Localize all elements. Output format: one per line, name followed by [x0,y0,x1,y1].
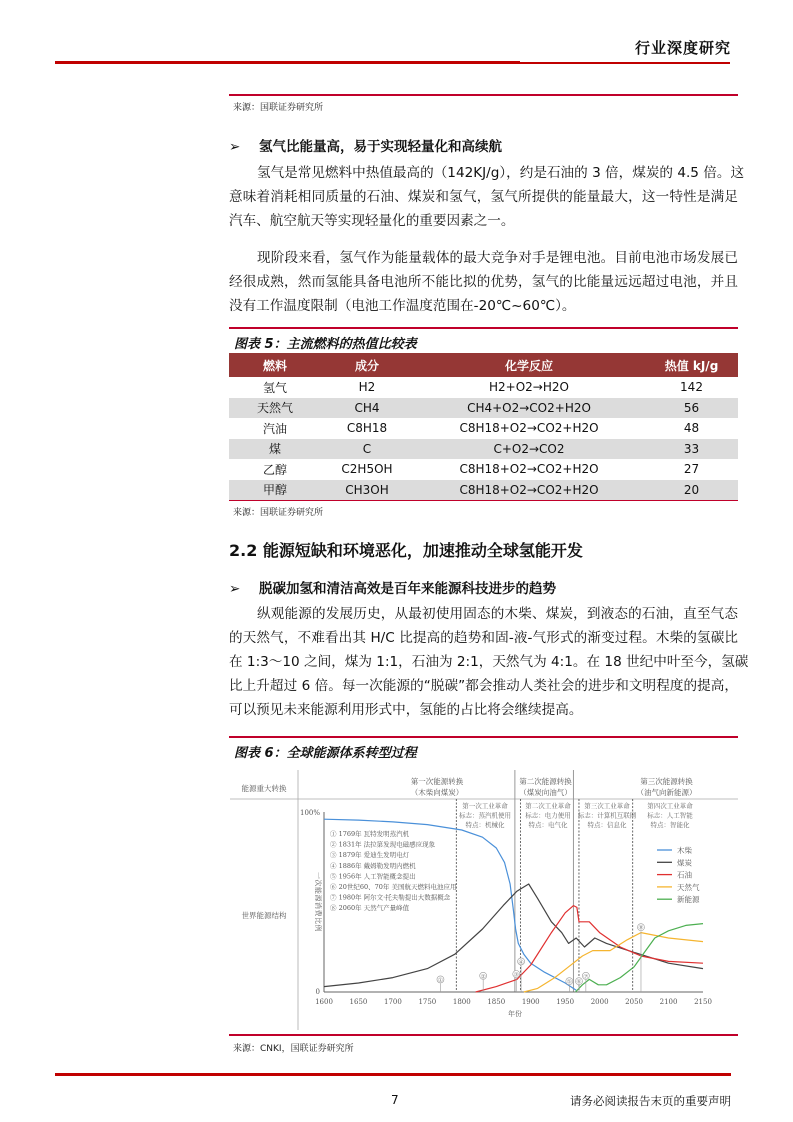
marker-label: ⑥ [576,978,582,986]
x-tick-label: 2150 [694,998,712,1006]
cell: 142 [680,380,703,395]
revolution-text: 特点：电气化 [528,821,568,829]
event-list-item: ⑧ 2060年 天然气产量峰值 [330,904,410,913]
source-note: 来源：国联证券研究所 [233,508,324,518]
legend-label: 新能源 [677,895,700,905]
revolution-text: 特点：信息化 [587,821,627,829]
transition-title: 第三次能源转换 [640,777,693,786]
paragraph-line: 在 1:3～10 之间，煤为 1:1，石油为 2:1，天然气为 4:1。在 18 世纪中叶至今，氢碳 [229,654,749,670]
bullet-heading [229,135,502,155]
revolution-text: 标志：蒸汽机使用 [459,811,511,820]
revolution-text: 标志：人工智能 [647,811,693,820]
cell: 27 [683,462,700,477]
transition-title: 第一次能源转换 [410,777,464,786]
table-row [229,459,738,480]
x-tick-label: 1600 [315,998,333,1006]
cell: 汽油 [262,421,287,436]
event-list-item: ⑦ 1980年 阿尔文·托夫勒提出大数据概念 [330,893,451,902]
legend-label: 天然气 [677,882,700,892]
marker-label: ④ [518,958,524,966]
header-divider [55,61,520,64]
cell: 乙醇 [262,462,287,477]
table-row [229,439,738,460]
cell: H2 [358,380,376,395]
revolution-text: 第四次工业革命 [647,802,693,810]
cell: 氢气 [262,380,287,395]
marker-label: ⑤ [566,978,573,986]
paragraph-line: 的天然气，不难看出其 H/C 比提高的趋势和固-液-气形式的渐变过程。木柴的氢碳比 [229,630,738,646]
cell: C2H5OH [341,462,393,477]
x-tick-label: 1900 [521,998,540,1006]
table-row [229,418,738,439]
table-caption: 图表 5：主流燃料的热值比较表 [234,337,417,352]
x-tick-label: 1800 [452,998,471,1006]
revolution-text: 第三次工业革命 [584,802,630,810]
footer-divider [55,1073,731,1076]
revolution-text: 标志：计算机互联网 [577,811,637,820]
figure-bottom-rule [229,94,738,96]
revolution-text: 特点：智能化 [650,821,690,829]
marker-label: ⑧ [638,924,644,932]
table-row [229,377,738,398]
cell: H2+O2→H2O [489,380,569,395]
column-header: 成分 [321,353,413,377]
source-note: 来源：CNKI，国联证券研究所 [233,1044,354,1054]
x-tick-label: 2050 [625,998,644,1006]
event-list-item: ② 1831年 法拉第发现电磁感应现象 [330,840,436,849]
transition-subtitle: （油气向新能源） [636,788,697,797]
cell: C [321,439,413,460]
caption-rule [229,736,738,738]
x-tick-label: 1950 [556,998,575,1006]
paragraph-line: 纵观能源的发展历史，从最初使用固态的木柴、煤炭，到液态的石油，直至气态 [257,606,738,622]
event-list-item: ⑤ 1956年 人工智能概念提出 [330,872,416,881]
cell: 48 [683,421,700,436]
fuel-heat-table [229,353,738,501]
paragraph-line: 经很成熟，然而氢能具备电池所不能比拟的优势，氢气的比能量远远超过电池，并且 [229,274,738,290]
y-axis-label: 一次能源消费比例 [314,872,322,932]
column-header: 燃料 [229,353,321,377]
paragraph-line: 可以预见未来能源利用形式中，氢能的占比将会继续提高。 [229,702,583,718]
paragraph-line: 氢气是常见燃料中热值最高的（142KJ/g），约是石油的 3 倍，煤炭的 4.5 倍。这 [257,165,745,181]
paragraph-line: 意味着消耗相同质量的石油、煤炭和氢气，氢气所提供的能量最大，这一特性是满足 [229,189,738,205]
cell: 天然气 [229,398,321,419]
marker-label: ③ [513,971,519,979]
cell: 甲醇 [229,480,321,501]
cell: C8H18+O2→CO2+H2O [413,480,645,501]
paragraph-line: 比上升超过 6 倍。每一次能源的“脱碳”都会推动人类社会的进步和文明程度的提高， [229,678,738,694]
revolution-text: 第二次工业革命 [525,802,571,810]
bullet-heading-text: 脱碳加氢和清洁高效是百年来能源科技进步的趋势 [259,581,556,597]
column-header: 化学反应 [413,353,645,377]
x-tick-label: 2100 [659,998,678,1006]
y-tick-label: 0 [315,988,320,996]
y-tick-label: 100% [299,809,320,817]
paragraph-line: 汽车、航空航天等实现轻量化的重要因素之一。 [229,213,515,229]
bullet-heading [229,577,556,597]
transition-subtitle: （煤炭向油气） [519,788,572,797]
column-header: 热值 kJ/g [645,353,738,377]
cell: CH3OH [321,480,413,501]
source-note: 来源：国联证券研究所 [233,103,324,113]
event-list-item: ① 1769年 瓦特发明蒸汽机 [330,830,410,838]
section-heading: 2.2 能源短缺和环境恶化，加速推动全球氢能开发 [229,541,583,560]
x-tick-label: 2000 [590,998,609,1006]
legend-label: 木柴 [677,846,692,855]
table-row [229,480,738,501]
cell: C8H18+O2→CO2+H2O [459,421,599,436]
marker-label: ⑦ [583,973,589,981]
revolution-text: 标志：电力使用 [525,811,571,820]
row-label: 世界能源结构 [241,911,287,920]
bullet-arrow-icon: ➢ [229,139,241,155]
marker-label: ① [437,976,444,984]
energy-transition-chart [230,765,740,1033]
event-list-item: ④ 1886年 戴姆勒发明内燃机 [330,861,416,870]
row-label: 能源重大转换 [241,784,287,793]
cell: CH4+O2→CO2+H2O [413,398,645,419]
table-row [229,398,738,419]
bullet-arrow-icon: ➢ [229,581,241,597]
legend-label: 煤炭 [677,858,692,868]
x-tick-label: 1650 [349,998,368,1006]
bullet-heading-text: 氢气比能量高，易于实现轻量化和高续航 [259,139,502,155]
paragraph-line: 没有工作温度限制（电池工作温度范围在-20℃~60℃）。 [229,298,576,314]
report-type-title: 行业深度研究 [634,39,731,57]
marker-label: ② [480,973,486,981]
cell: C8H18+O2→CO2+H2O [459,462,599,477]
transition-subtitle: （木柴向煤炭） [410,788,464,797]
x-axis-label: 年份 [508,1010,522,1018]
x-tick-label: 1850 [487,998,506,1006]
figure-caption: 图表 6：全球能源体系转型过程 [234,746,417,761]
cell: C8H18 [346,421,388,436]
x-tick-label: 1700 [383,998,402,1006]
x-tick-label: 1750 [418,998,437,1006]
disclaimer-note: 请务必阅读报告末页的重要声明 [570,1094,731,1108]
cell: 33 [645,439,738,460]
event-list-item: ⑥ 20世纪60、70年 美国航天燃料电池应用 [330,883,457,891]
revolution-text: 第一次工业革命 [462,802,508,810]
legend-label: 石油 [677,870,692,880]
cell: 煤 [229,439,321,460]
figure-bottom-rule [229,1034,738,1036]
cell: 56 [645,398,738,419]
cell: C+O2→CO2 [413,439,645,460]
paragraph-line: 现阶段来看，氢气作为能量载体的最大竞争对手是锂电池。目前电池市场发展已 [257,250,738,266]
cell: CH4 [321,398,413,419]
caption-rule [229,327,738,329]
revolution-text: 特点：机械化 [465,821,505,829]
cell: 20 [645,480,738,501]
table-header-row [229,353,738,377]
event-list-item: ③ 1879年 爱迪生发明电灯 [330,851,410,860]
page-number: 7 [391,1093,399,1107]
transition-title: 第二次能源转换 [519,777,572,786]
header-divider-thin [520,62,730,64]
